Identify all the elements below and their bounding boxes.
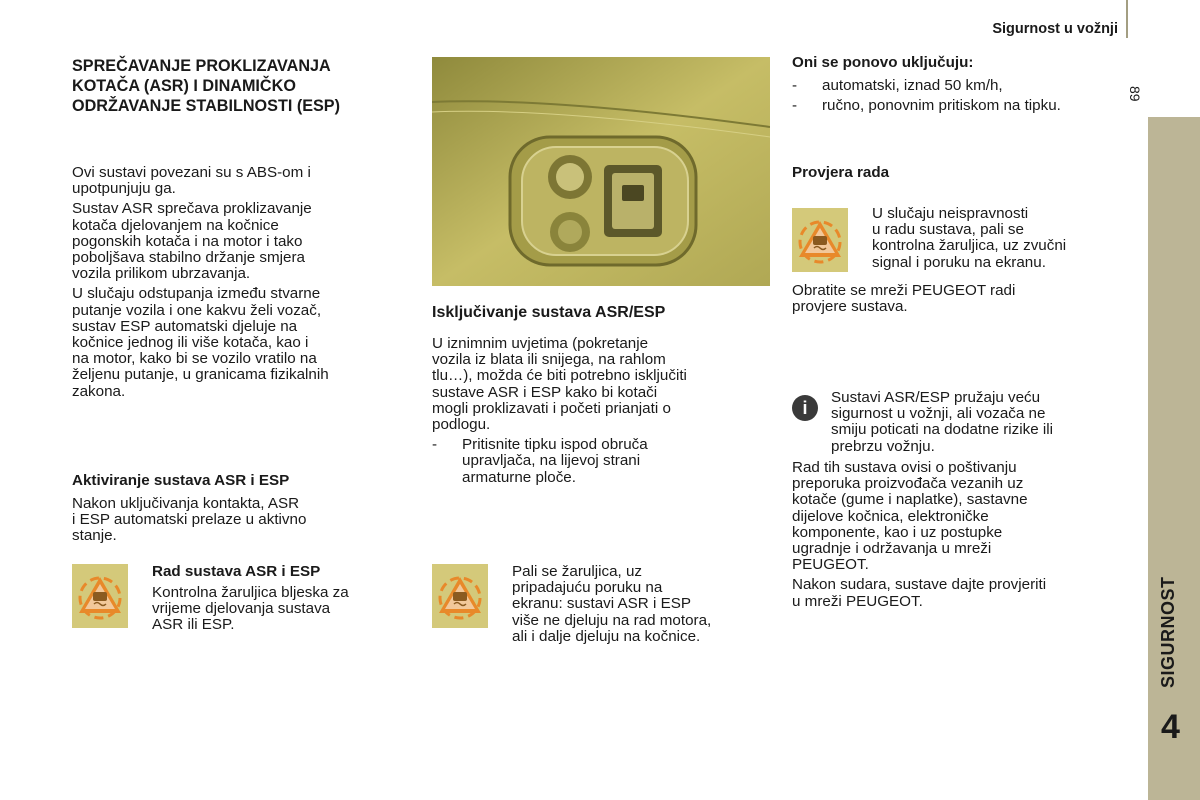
- text-line: podlogu.: [432, 416, 491, 434]
- text-line: stanje.: [72, 527, 117, 545]
- text-line: tlu…), možda će biti potrebno isključiti: [432, 367, 687, 385]
- text-line: upravljača, na lijevoj strani: [462, 452, 641, 470]
- text-line: ručno, ponovnim pritiskom na tipku.: [822, 97, 1061, 115]
- skid-warning-triangle-icon: [72, 564, 128, 628]
- text-line: kotača djelovanjem na kočnice: [72, 216, 279, 234]
- text-line: Kontrolna žaruljica bljeska za: [152, 584, 349, 601]
- text-line: sustav ESP automatski djeluje na: [72, 317, 298, 335]
- check-note: [792, 283, 1015, 315]
- text-line: Rad tih sustava ovisi o poštivanju: [792, 459, 1017, 476]
- text-line: kontrolna žaruljica, uz zvučni: [872, 237, 1067, 255]
- disable-heading: Isključivanje sustava ASR/ESP: [432, 304, 666, 321]
- text-line: Nakon uključivanja kontakta, ASR: [72, 495, 300, 512]
- text-line: kočnice jednog ili više kotača, kao i: [72, 334, 309, 352]
- main-heading: [72, 56, 340, 116]
- list-item: [792, 98, 1061, 114]
- text-line: Sustav ASR sprečava proklizavanje: [72, 200, 312, 218]
- list-item: [792, 78, 1061, 94]
- activate-text: [72, 496, 306, 545]
- text-line: mogli proklizavati i početi prianjati o: [432, 399, 671, 417]
- text-line: vozila prilikom ubrzavanja.: [72, 265, 251, 283]
- activate-heading: Aktiviranje sustava ASR i ESP: [72, 472, 290, 489]
- paragraph: [792, 577, 1132, 609]
- skid-warning-triangle-icon: [432, 564, 488, 628]
- text-line: vrijeme djelovanja sustava: [152, 600, 331, 618]
- operation-text: [152, 585, 349, 634]
- text-line: ugradnje i održavanja u mreži: [792, 540, 992, 558]
- dashboard-button-photo: [432, 57, 770, 286]
- heading-line: SPREČAVANJE PROKLIZAVANJA: [72, 57, 331, 75]
- text-line: i ESP automatski prelaze u aktivno: [72, 511, 307, 529]
- list-item: [432, 437, 767, 486]
- text-line: automatski, iznad 50 km/h,: [822, 77, 1003, 94]
- text-line: PEUGEOT.: [792, 556, 869, 574]
- text-line: U slučaju neispravnosti: [872, 205, 1029, 222]
- text-line: Pritisnite tipku ispod obruča: [462, 436, 648, 454]
- check-warning-text: [872, 206, 1066, 271]
- bullet-dash: -: [792, 77, 798, 94]
- text-line: u mreži PEUGEOT.: [792, 592, 923, 610]
- paragraph: [72, 165, 412, 197]
- text-line: pripadajuću poruku na: [512, 579, 663, 597]
- header-divider: [1126, 0, 1128, 38]
- info-note: [831, 390, 1053, 455]
- paragraph: [72, 201, 412, 282]
- text-line: kotače (gume i naplatke), sastavne: [792, 491, 1028, 509]
- text-line: Pali se žaruljica, uz: [512, 563, 642, 580]
- heading-line: ODRŽAVANJE STABILNOSTI (ESP): [72, 97, 340, 115]
- text-line: ASR ili ESP.: [152, 616, 235, 634]
- text-line: sustave ASR i ESP kako bi kotači: [432, 383, 658, 401]
- heading-line: KOTAČA (ASR) I DINAMIČKO: [72, 77, 296, 95]
- bullet-dash: -: [432, 436, 438, 454]
- disable-warning-text: [512, 564, 711, 645]
- skid-warning-triangle-icon: [792, 208, 848, 272]
- text-line: sigurnost u vožnji, ali vozača ne: [831, 405, 1046, 423]
- text-line: preporuka proizvođača vezanih uz: [792, 475, 1024, 493]
- paragraph: [72, 286, 412, 399]
- intro-text: [72, 165, 412, 404]
- text-line: provjere sustava.: [792, 298, 908, 316]
- text-line: dijelove kočnica, elektroničke: [792, 507, 989, 525]
- text-line: smiju poticati na dodatne rizike ili: [831, 421, 1054, 439]
- text-line: U slučaju odstupanja između stvarne: [72, 285, 321, 303]
- text-line: Ovi sustavi povezani su s ABS-om i: [72, 164, 311, 181]
- text-line: više ne djeluju na rad motora,: [512, 611, 712, 629]
- text-line: Obratite se mreži PEUGEOT radi: [792, 282, 1016, 299]
- reactivate-list: [792, 78, 1061, 114]
- text-line: signal i poruku na ekranu.: [872, 253, 1046, 271]
- text-line: vozila iz blata ili snijega, na rahlom: [432, 351, 666, 369]
- text-line: poboljšava stabilno držanje smjera: [72, 249, 306, 267]
- chapter-label: SIGURNOST: [1158, 576, 1178, 688]
- bullet-dash: -: [792, 97, 798, 115]
- text-line: zakona.: [72, 382, 126, 400]
- info-icon: i: [792, 395, 818, 421]
- reactivate-heading: Oni se ponovo uključuju:: [792, 54, 974, 71]
- text-line: Nakon sudara, sustave dajte provjeriti: [792, 576, 1047, 594]
- text-line: u radu sustava, pali se: [872, 221, 1024, 239]
- text-line: upotpunjuju ga.: [72, 180, 176, 198]
- text-line: na motor, kako bi se vozilo vratilo na: [72, 350, 317, 368]
- text-line: ali i dalje djeluju na kočnice.: [512, 627, 701, 645]
- info-paragraphs: [792, 460, 1132, 614]
- disable-text: [432, 336, 767, 486]
- page-number: 89: [1127, 86, 1143, 102]
- text-line: komponente, kao i uz postupke: [792, 523, 1003, 541]
- text-line: pogonskih kotača i na motor i tako: [72, 232, 303, 250]
- text-line: ekranu: sustavi ASR i ESP: [512, 595, 691, 613]
- section-title: Sigurnost u vožnji: [992, 21, 1118, 37]
- text-line: prebrzu vožnju.: [831, 437, 935, 455]
- operation-heading: Rad sustava ASR i ESP: [152, 563, 321, 580]
- chapter-side-tab: [1148, 117, 1200, 800]
- text-line: Sustavi ASR/ESP pružaju veću: [831, 389, 1041, 406]
- text-line: U iznimnim uvjetima (pokretanje: [432, 335, 649, 352]
- chapter-number: 4: [1161, 708, 1180, 746]
- text-line: armaturne ploče.: [462, 468, 576, 486]
- paragraph: [792, 460, 1132, 573]
- text-line: željenu putanje, u granicama fizikalnih: [72, 366, 329, 384]
- text-line: putanje vozila i one kakvu želi vozač,: [72, 301, 322, 319]
- check-heading: Provjera rada: [792, 164, 890, 181]
